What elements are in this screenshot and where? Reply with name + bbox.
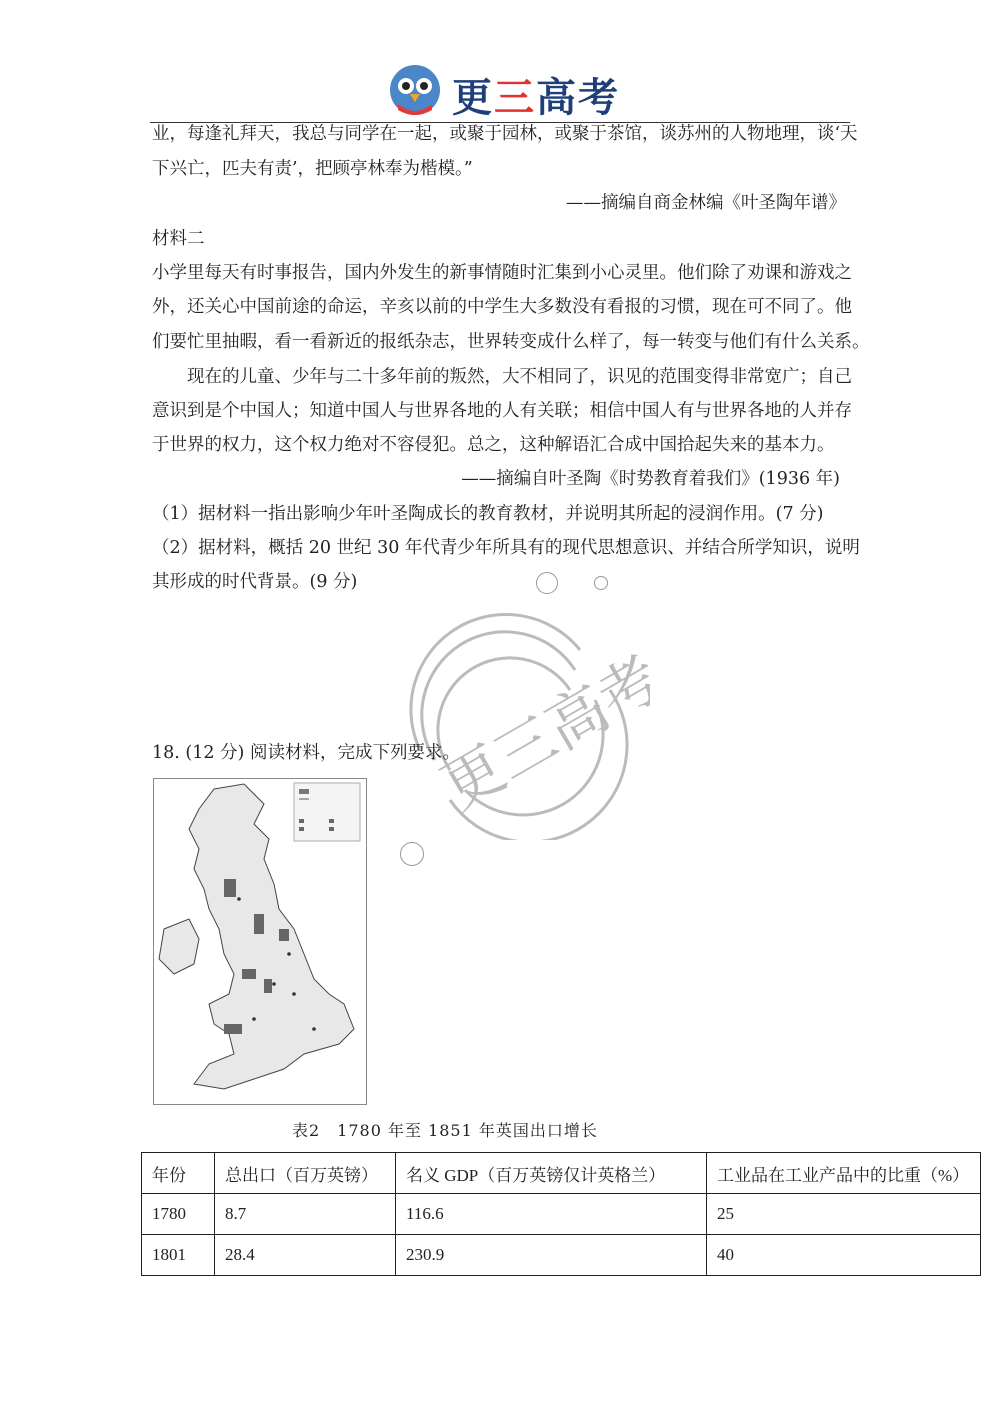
table-cell: 116.6 [396, 1194, 707, 1235]
watermark-text: 更三高考 [430, 643, 650, 824]
table-header-cell: 名义 GDP（百万英镑仅计英格兰） [396, 1153, 707, 1194]
question-1: （1）据材料一指出影响少年叶圣陶成长的教育教材，并说明其所起的浸润作用。(7 分) [152, 504, 824, 524]
table-row [142, 1194, 981, 1235]
text-line: 小学里每天有时事报告，国内外发生的新事情随时汇集到小心灵里。他们除了劝课和游戏之 [152, 263, 852, 283]
source-citation: ——摘编自商金林编《叶圣陶年谱》 [566, 193, 846, 213]
britain-map [153, 778, 367, 1105]
table-cell: 28.4 [215, 1235, 396, 1276]
table-header-cell: 年份 [142, 1153, 215, 1194]
decor-circle [400, 842, 424, 866]
text-line: 外，还关心中国前途的命运，辛亥以前的中学生大多数没有看报的习惯，现在可不同了。他 [152, 297, 852, 317]
table-header-cell: 工业品在工业产品中的比重（%） [707, 1153, 981, 1194]
text-line: 意识到是个中国人；知道中国人与世界各地的人有关联；相信中国人有与世界各地的人并存 [152, 401, 852, 421]
text-line: 下兴亡，匹夫有责’，把顾亭林奉为楷模。” [152, 159, 473, 179]
table-cell: 40 [707, 1235, 981, 1276]
table-caption: 表2 1780 年至 1851 年英国出口增长 [292, 1121, 598, 1140]
question-2: （2）据材料，概括 20 世纪 30 年代青少年所具有的现代思想意识、并结合所学知识，说明 [152, 538, 860, 558]
table-cell: 25 [707, 1194, 981, 1235]
table-row [142, 1235, 981, 1276]
brand-name [452, 66, 620, 123]
table-header-cell: 总出口（百万英镑） [215, 1153, 396, 1194]
table-cell: 1801 [142, 1235, 215, 1276]
map-legend-swatch [299, 789, 309, 794]
brand-part-3: 高考 [536, 75, 620, 121]
section-heading: 材料二 [152, 229, 205, 249]
decor-circle [594, 576, 608, 590]
decor-circle [536, 572, 558, 594]
brand-part-1: 更 [452, 75, 494, 121]
text-line: 们要忙里抽暇，看一看新近的报纸杂志，世界转变成什么样了，每一转变与他们有什么关系。 [152, 332, 870, 352]
brand-part-2: 三 [494, 75, 536, 121]
text-line: 于世界的权力，这个权力绝对不容侵犯。总之，这种解语汇合成中国拾起失来的基本力。 [152, 435, 835, 455]
text-line: 业，每逢礼拜天，我总与同学在一起，或聚于园林，或聚于茶馆，谈苏州的人物地理，谈‘天 [152, 124, 858, 144]
owl-mascot-icon [390, 62, 450, 118]
britain-map-graphic [154, 779, 366, 1104]
source-citation: ——摘编自叶圣陶《时势教育着我们》(1936 年) [461, 469, 840, 489]
watermark-seal [380, 600, 650, 840]
question-18: 18. (12 分) 阅读材料，完成下列要求。 [152, 743, 460, 763]
table-cell: 1780 [142, 1194, 215, 1235]
text-line: 现在的儿童、少年与二十多年前的叛然，大不相同了，识见的范围变得非常宽广；自己 [152, 367, 852, 387]
table-cell: 230.9 [396, 1235, 707, 1276]
table-cell: 8.7 [215, 1194, 396, 1235]
watermark-seal-graphic [380, 600, 650, 840]
question-2-cont: 其形成的时代背景。(9 分) [152, 572, 358, 592]
export-table [141, 1152, 981, 1276]
ireland-outline [159, 919, 199, 974]
table-header-row [142, 1153, 981, 1194]
